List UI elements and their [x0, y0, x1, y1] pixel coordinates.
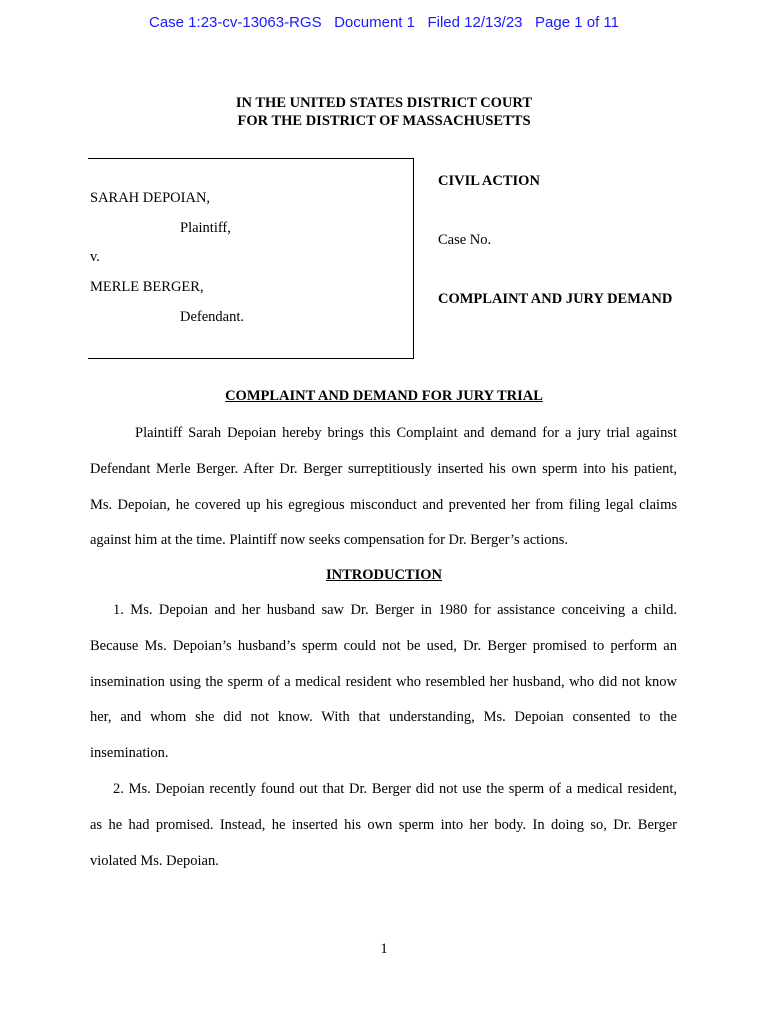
paragraph-1	[90, 593, 677, 772]
intro-line: Ms. Depoian, he covered up his egregious misconduct and prevented her from filing legal claims	[90, 496, 677, 513]
paragraph-line: Because Ms. Depoian’s husband’s sperm could not be used, Dr. Berger promised to perform an	[90, 637, 677, 654]
page-number: 1	[380, 941, 388, 957]
court-heading	[0, 94, 768, 130]
paragraph-2	[90, 772, 677, 879]
paragraph-line: 2. Ms. Depoian recently found out that Dr. Berger did not use the sperm of a medical resident,	[113, 781, 677, 797]
intro-paragraph	[90, 416, 677, 559]
plaintiff-name: SARAH DEPOIAN,	[90, 190, 211, 206]
paragraph-line: 1. Ms. Depoian and her husband saw Dr. Berger in 1980 for assistance conceiving a child.	[113, 602, 677, 618]
versus: v.	[90, 249, 100, 265]
court-line-2: FOR THE DISTRICT OF MASSACHUSETTS	[237, 113, 531, 129]
intro-line: Defendant Merle Berger. After Dr. Berger surreptitiously inserted his own sperm into his patient,	[90, 460, 677, 477]
intro-line: against him at the time. Plaintiff now seeks compensation for Dr. Berger’s actions.	[90, 532, 569, 549]
paragraph-line: insemination using the sperm of a medical resident who resembled her husband, who did not know	[90, 673, 677, 690]
ecf-header-stamp: Case 1:23-cv-13063-RGS Document 1 Filed 12/13/23 Page 1 of 11	[149, 14, 619, 31]
court-line-1: IN THE UNITED STATES DISTRICT COURT	[235, 95, 533, 111]
paragraph-line: insemination.	[90, 745, 169, 762]
complaint-title: COMPLAINT AND JURY DEMAND	[438, 291, 673, 307]
plaintiff-role: Plaintiff,	[180, 220, 231, 236]
civil-action-label: CIVIL ACTION	[438, 173, 540, 189]
intro-line: Plaintiff Sarah Depoian hereby brings this Complaint and demand for a jury trial against	[135, 425, 677, 441]
defendant-role: Defendant.	[180, 309, 245, 325]
paragraph-line: as he had promised. Instead, he inserted his own sperm into her body. In doing so, Dr. Berger	[90, 816, 677, 833]
defendant-name: MERLE BERGER,	[90, 279, 204, 295]
paragraph-line: her, and whom she did not know. With that understanding, Ms. Depoian consented to the	[90, 709, 677, 726]
paragraph-line: violated Ms. Depoian.	[90, 852, 219, 869]
case-number-label: Case No.	[438, 232, 492, 248]
case-caption-box	[88, 158, 414, 359]
introduction-heading: INTRODUCTION	[325, 567, 442, 583]
complaint-heading: COMPLAINT AND DEMAND FOR JURY TRIAL	[225, 388, 543, 404]
